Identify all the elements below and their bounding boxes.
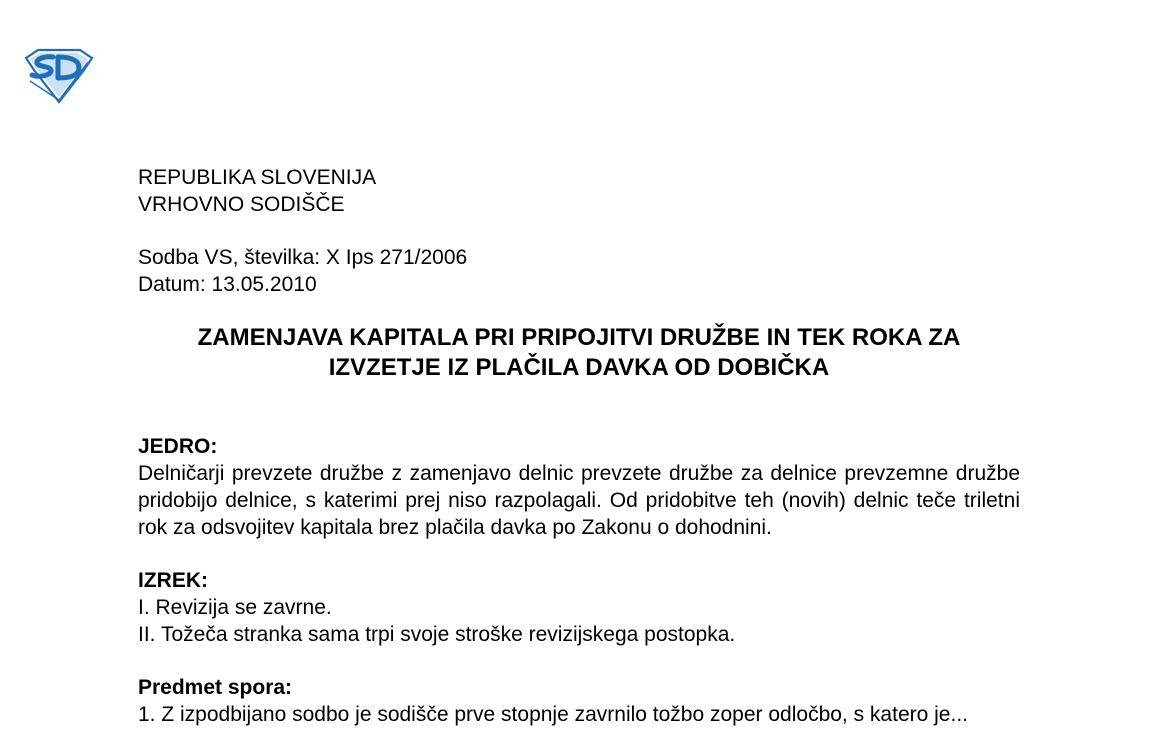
court-logo-icon bbox=[22, 48, 96, 104]
jedro-heading: JEDRO: bbox=[138, 435, 218, 458]
document-title bbox=[138, 323, 1020, 383]
document-body bbox=[138, 164, 1020, 728]
title-line-2: IZVZETJE IZ PLAČILA DAVKA OD DOBIČKA bbox=[328, 354, 830, 381]
case-number: Sodba VS, številka: X Ips 271/2006 bbox=[138, 246, 468, 269]
court-logo bbox=[22, 48, 96, 104]
jedro-text: Delničarji prevzete družbe z zamenjavo delnic prevzete družbe za delnice prevzemne družbe pridobijo delnice, s katerimi prej niso razpolagali. Od pridobitve teh (novih) delnic teče triletni rok za odsvojitev kapitala brez plačila davka po Zakonu o dohodnini. bbox=[138, 462, 1020, 539]
izrek-item-2: II. Tožeča stranka sama trpi svoje stroške revizijskega postopka. bbox=[138, 623, 736, 646]
izrek-item-1: I. Revizija se zavrne. bbox=[138, 596, 332, 619]
header-republic: REPUBLIKA SLOVENIJA bbox=[138, 166, 377, 189]
title-line-1: ZAMENJAVA KAPITALA PRI PRIPOJITVI DRUŽBE IN TEK ROKA ZA bbox=[197, 324, 961, 351]
decision-date: Datum: 13.05.2010 bbox=[138, 273, 317, 296]
izrek-heading: IZREK: bbox=[138, 569, 208, 592]
predmet-spora-heading: Predmet spora: bbox=[138, 676, 293, 699]
header-court: VRHOVNO SODIŠČE bbox=[138, 193, 345, 216]
predmet-spora-text: 1. Z izpodbijano sodbo je sodišče prve stopnje zavrnilo tožbo zoper odločbo, s katero je... bbox=[138, 703, 968, 726]
